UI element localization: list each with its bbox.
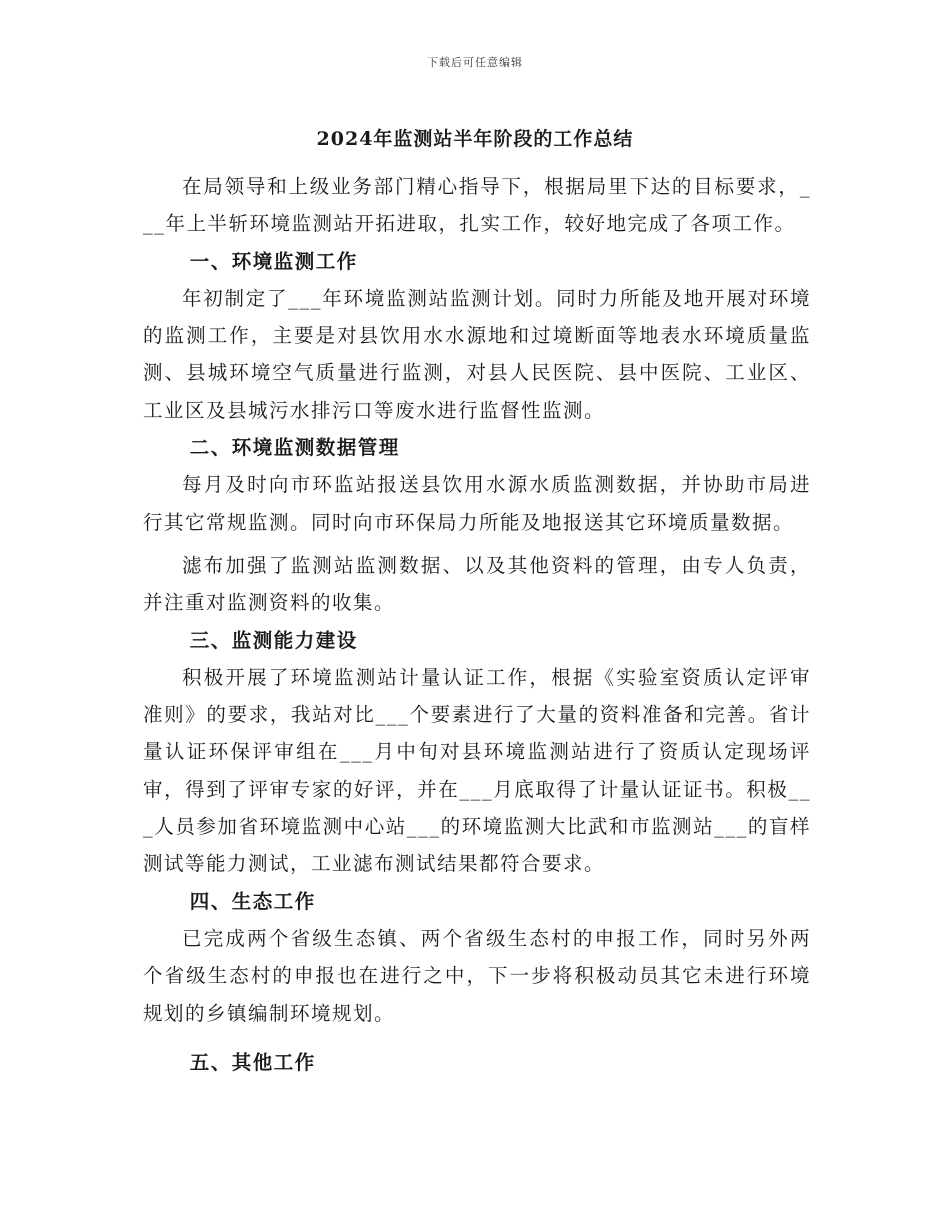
- section-heading-2: 二、环境监测数据管理: [189, 436, 400, 460]
- section-1-paragraph-1: 年初制定了___年环境监测站监测计划。同时力所能及地开展对环境的监测工作，主要是对县饮用水水源地和过境断面等地表水环境质量监测、县城环境空气质量进行监测，对县人民医院、县中医院、工业区、工业区及县城污水排污口等废水进行监督性监测。: [143, 286, 811, 422]
- section-heading-3: 三、监测能力建设: [189, 628, 358, 652]
- section-2-paragraph-2: 滤布加强了监测站监测数据、以及其他资料的管理，由专人负责，并注重对监测资料的收集。: [143, 553, 811, 615]
- section-3-paragraph-1: 积极开展了环境监测站计量认证工作，根据《实验室资质认定评审准则》的要求，我站对比___个要素进行了大量的资料准备和完善。省计量认证环保评审组在___月中旬对县环境监测站进行了资质认定现场评审，得到了评审专家的好评，并在___月底取得了计量认证证书。积极___人员参加省环境监测中心站___的环境监测大比武和市监测站___的盲样测试等能力测试，工业滤布测试结果都符合要求。: [143, 665, 811, 876]
- section-heading-5: 五、其他工作: [189, 1050, 316, 1074]
- page-title: 2024年监测站半年阶段的工作总结: [316, 128, 634, 150]
- section-2-paragraph-1: 每月及时向市环监站报送县饮用水源水质监测数据，并协助市局进行其它常规监测。同时向市环保局力所能及地报送其它环境质量数据。: [143, 473, 811, 534]
- section-heading-1: 一、环境监测工作: [189, 249, 358, 273]
- header-note: 下载后可任意编辑: [427, 56, 523, 69]
- section-4-paragraph-1: 已完成两个省级生态镇、两个省级生态村的申报工作，同时另外两个省级生态村的申报也在进行之中，下一步将积极动员其它未进行环境规划的乡镇编制环境规划。: [143, 926, 811, 1025]
- document-body: [143, 168, 811, 1081]
- intro-paragraph: 在局领导和上级业务部门精心指导下，根据局里下达的目标要求，___年上半斩环境监测站开拓进取，扎实工作，较好地完成了各项工作。: [143, 175, 811, 236]
- section-heading-4: 四、生态工作: [189, 889, 316, 913]
